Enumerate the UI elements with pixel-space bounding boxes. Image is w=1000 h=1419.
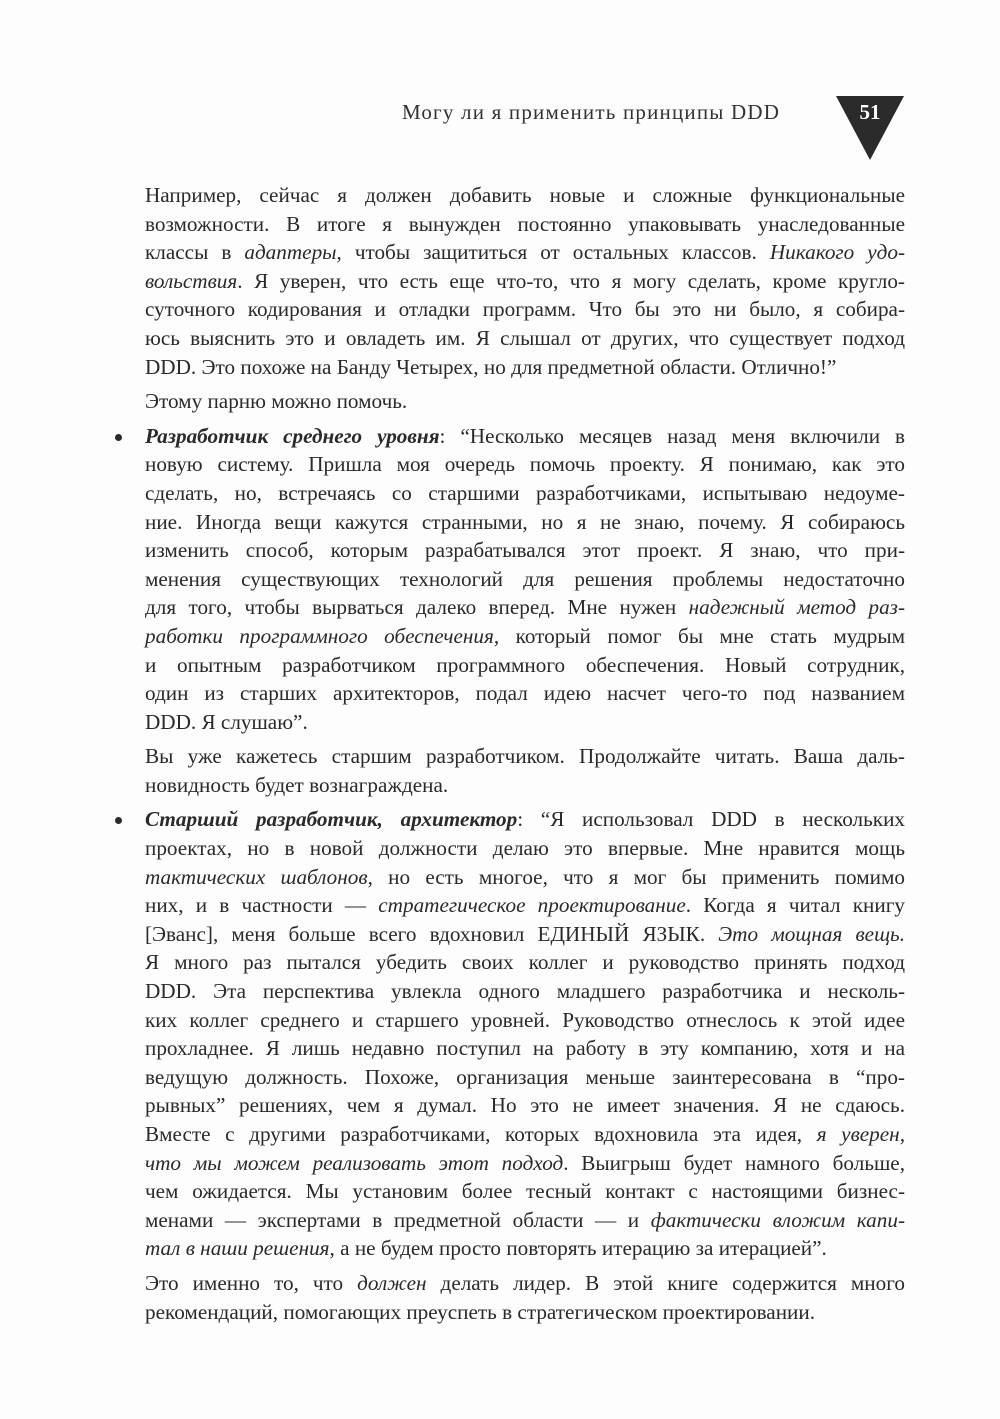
text-line: Старший разработчик, архитектор: “Я использовал DDD в нескольких [145,807,906,832]
text-line: и опытным разработчиком программного обеспечения. Новый сотрудник, [145,652,905,677]
italic-emphasis: тактических шаблонов [145,864,368,889]
text-line: рекомендаций, помогающих преуспеть в стратегическом проектировании. [145,1299,816,1324]
text-line: что мы можем реализовать этот подход. Выигрыш будет намного больше, [145,1150,905,1175]
text-line: DDD. Я слушаю”. [145,709,308,734]
text-line: для того, чтобы вырваться далеко вперед. Мне нужен надежный метод раз- [145,595,905,620]
bullet-icon [115,817,122,824]
italic-emphasis: Это мощная вещь. [718,921,905,946]
text-line: ведущую должность. Похоже, организация меньше заинтересована в “про- [145,1064,905,1089]
text-line: менения существующих технологий для решения проблемы недостаточно [145,566,905,591]
italic-emphasis: Никакого удо- [769,240,905,265]
chapter-title: Могу ли я применить принципы DDD [402,100,781,124]
text-line: них, и в частности — стратегическое проектирование. Когда я читал книгу [145,893,905,918]
text-line: вольствия. Я уверен, что есть еще что-то, что я могу сделать, кроме кругло- [145,268,905,293]
text-line: тал в наши решения, а не будем просто повторять итерацию за итерацией”. [145,1236,827,1261]
text-line: суточного кодирования и отладки программ. Что бы это ни было, я собира- [145,297,905,322]
italic-emphasis: я уверен, [816,1122,905,1146]
text-line: [Эванс], меня больше всего вдохновил ЕДИНЫЙ ЯЗЫК. Это мощная вещь. [145,921,905,946]
text-line: Этому парню можно помочь. [145,389,408,414]
paragraph-2 [145,387,905,416]
text-line: Я много раз пытался убедить своих коллег и руководство принять подход [145,950,905,975]
text-line: сделать, но, встречаясь со старшими разработчиками, испытываю недоуме- [145,480,905,505]
page-body [145,181,905,1326]
text-line: менами — экспертами в предметной области — и фактически вложим капи- [145,1207,906,1232]
page-number: 51 [859,100,881,124]
italic-emphasis: вольствия [145,268,238,293]
text-line: Например, сейчас я должен добавить новые и сложные функциональные [145,183,905,207]
text-line: ние. Иногда вещи кажутся странными, но я не знаю, почему. Я собираюсь [145,509,905,534]
italic-emphasis: работки программного обеспечения [145,623,494,648]
text-line: проектах, но в новой должности делаю это впервые. Мне нравится мощь [145,836,905,861]
italic-emphasis: надежный метод раз- [688,595,905,620]
paragraph-3 [145,742,905,799]
text-line: Вы уже кажетесь старшим разработчиком. Продолжайте читать. Ваша даль- [145,744,905,769]
text-line: рывных” решениях, чем я думал. Но это не имеет значения. Я не сдаюсь. [145,1093,905,1118]
bold-italic-term: Старший разработчик, архитектор [145,807,518,832]
text-line: классы в адаптеры, чтобы защититься от остальных классов. Никакого удо- [145,240,905,265]
italic-emphasis: должен [357,1270,427,1295]
text-line: работки программного обеспечения, который помог бы мне стать мудрым [145,623,906,648]
text-line: один из старших архитекторов, подал идею насчет чего-то под названием [145,681,905,706]
text-line: изменить способ, которым разрабатывался этот проект. Я знаю, что при- [145,538,905,563]
bullet-item-senior-architect [145,805,905,1263]
text-line: возможности. В итоге я вынужден постоянно упаковывать унаследованные [145,211,905,236]
text-line: новую систему. Пришла моя очередь помочь проекту. Я понимаю, как это [145,452,905,477]
text-line: тактических шаблонов, но есть многое, что я мог бы применить помимо [145,864,905,889]
text-line: DDD. Это похоже на Банду Четырех, но для предметной области. Отлично!” [145,354,837,379]
bullet-icon [115,434,122,441]
italic-emphasis: стратегическое проектирование [378,893,686,918]
text-line: прохладнее. Я лишь недавно поступил на работу в эту компанию, хотя и на [145,1036,905,1061]
text-line: Вместе с другими разработчиками, которых вдохновила эта идея, я уверен, [145,1122,905,1146]
text-line: Это именно то, что должен делать лидер. В этой книге содержится много [145,1270,905,1295]
text-line: Разработчик среднего уровня: “Несколько месяцев назад меня включили в [145,423,905,448]
text-line: юсь выяснить это и овладеть им. Я слышал от других, что существует подход [145,325,905,350]
text-line: ких коллег среднего и старшего уровней. Руководство отнеслось к этой идее [145,1007,905,1032]
bullet-item-middle-developer [145,422,905,737]
paragraph-4 [145,1269,905,1326]
italic-emphasis: тал в наши решения [145,1236,330,1261]
bold-italic-term: Разработчик среднего уровня [145,423,440,448]
text-line: чем ожидается. Мы установим более тесный контакт с настоящими бизнес- [145,1179,905,1204]
bullet-text [145,422,905,737]
text-line: DDD. Эта перспектива увлекла одного младшего разработчика и несколь- [145,979,905,1004]
text-line: новидность будет вознаграждена. [145,772,449,797]
italic-emphasis: фактически вложим капи- [650,1207,906,1232]
paragraph-1 [145,181,905,381]
italic-emphasis: адаптеры [244,240,337,265]
italic-emphasis: что мы можем реализовать этот подход [145,1150,564,1175]
bullet-text [145,805,905,1263]
